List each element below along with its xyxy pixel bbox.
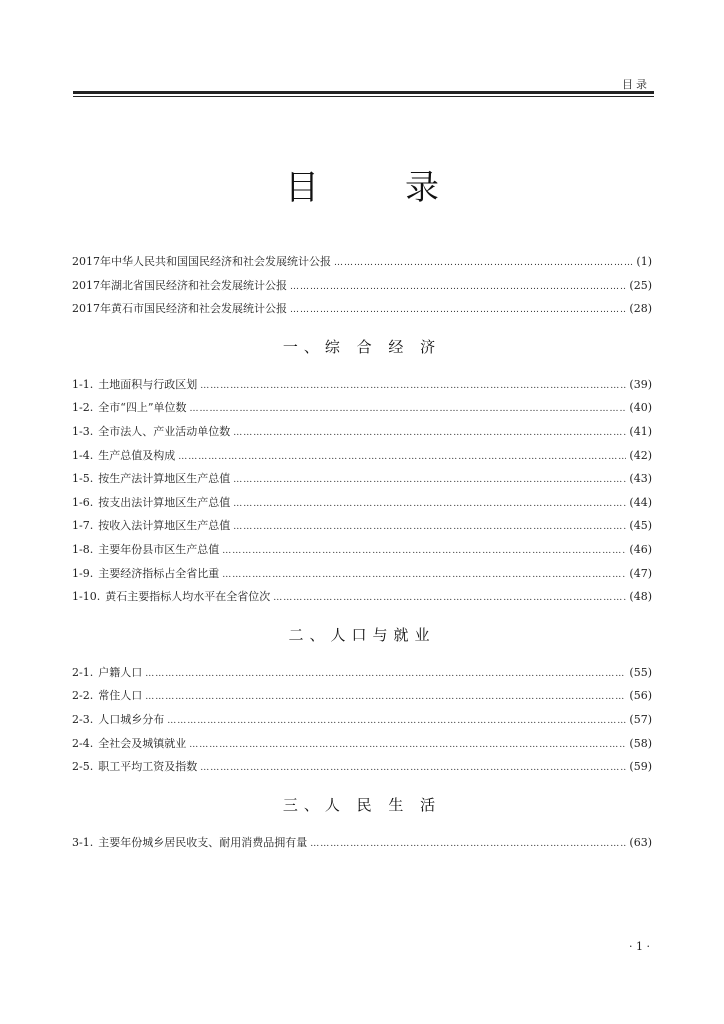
dot-leader — [334, 252, 633, 276]
section-heading: 二、人口与就业 — [288, 625, 436, 644]
toc-entry-label: 2017年中华人民共和国国民经济和社会发展统计公报 — [72, 255, 331, 268]
toc-entry-label: 土地面积与行政区划 — [98, 377, 198, 391]
toc-entry-label: 全市“四上”单位数 — [98, 401, 187, 415]
toc-entry-page: (46) — [629, 542, 652, 556]
header-rule-thick — [73, 91, 654, 94]
toc-entry[interactable] — [72, 708, 652, 732]
toc-entry-number: 1-6. — [72, 495, 94, 509]
toc-entry-page: (58) — [629, 736, 652, 750]
dot-leader — [189, 398, 626, 422]
dot-leader — [233, 469, 626, 493]
toc-entry-number: 1-2. — [72, 401, 94, 415]
toc-entry-number: 3-1. — [72, 835, 94, 849]
dot-leader — [178, 446, 626, 470]
toc-entry[interactable] — [72, 562, 652, 586]
toc-entry[interactable] — [72, 514, 652, 538]
toc-entry-label: 全市法人、产业活动单位数 — [98, 424, 231, 438]
toc-entry[interactable] — [72, 831, 652, 855]
dot-leader — [145, 686, 626, 710]
toc-entry[interactable] — [72, 444, 652, 468]
dot-leader — [273, 587, 626, 611]
toc-entry-label: 黄石主要指标人均水平在全省位次 — [105, 590, 271, 604]
toc-entry-label: 按支出法计算地区生产总值 — [98, 495, 231, 509]
section-list — [72, 661, 652, 779]
toc-entry-page: (44) — [629, 495, 652, 509]
toc-entry-page: (41) — [629, 424, 652, 438]
dot-leader — [233, 422, 626, 446]
toc-entry-page: (63) — [629, 835, 652, 849]
toc-entry-label: 职工平均工资及指数 — [98, 760, 198, 774]
toc-entry-page: (55) — [629, 665, 652, 679]
toc-entry-page: (57) — [629, 712, 652, 726]
toc-entry-number: 1-1. — [72, 377, 94, 391]
toc-entry-page: (28) — [629, 302, 652, 316]
toc-entry-page: (1) — [636, 255, 652, 268]
toc-entry[interactable] — [72, 250, 652, 274]
dot-leader — [310, 833, 626, 857]
dot-leader — [200, 375, 626, 399]
page-title: 目录 — [285, 168, 525, 208]
toc-entry-number: 1-9. — [72, 566, 94, 580]
toc-entry-page: (40) — [629, 401, 652, 415]
dot-leader — [222, 540, 626, 564]
toc-entry-number: 2-5. — [72, 760, 94, 774]
dot-leader — [290, 276, 626, 300]
toc-entry-label: 2017年湖北省国民经济和社会发展统计公报 — [72, 278, 287, 292]
toc-entry[interactable] — [72, 373, 652, 397]
toc-entry[interactable] — [72, 755, 652, 779]
section-list — [72, 373, 652, 609]
section-list — [72, 831, 652, 855]
header-rule-thin — [73, 96, 654, 97]
toc-entry-number: 1-4. — [72, 448, 94, 462]
dot-leader — [233, 516, 626, 540]
toc-entry-number: 2-1. — [72, 665, 94, 679]
toc-entry-label: 常住人口 — [98, 689, 143, 703]
dot-leader — [222, 564, 626, 588]
toc-entry[interactable] — [72, 420, 652, 444]
toc-entry-page: (42) — [629, 448, 652, 462]
toc-entry-label: 主要年份县市区生产总值 — [98, 542, 220, 556]
toc — [72, 250, 652, 854]
toc-entry[interactable] — [72, 585, 652, 609]
toc-entry-label: 按收入法计算地区生产总值 — [98, 519, 231, 533]
dot-leader — [233, 493, 626, 517]
section-heading: 一、综 合 经 济 — [282, 337, 442, 356]
toc-entry-number: 2-2. — [72, 689, 94, 703]
header-label: 目录 — [622, 78, 650, 91]
toc-entry[interactable] — [72, 396, 652, 420]
toc-entry[interactable] — [72, 274, 652, 298]
toc-entry[interactable] — [72, 491, 652, 515]
toc-entry-page: (48) — [629, 590, 652, 604]
toc-entry[interactable] — [72, 732, 652, 756]
toc-entry-number: 1-7. — [72, 519, 94, 533]
toc-entry-number: 2-4. — [72, 736, 94, 750]
page-number: · 1 · — [629, 940, 650, 953]
toc-entry-number: 1-5. — [72, 472, 94, 486]
toc-entry[interactable] — [72, 297, 652, 321]
toc-entry-page: (43) — [629, 472, 652, 486]
dot-leader — [145, 663, 626, 687]
toc-entry-label: 人口城乡分布 — [98, 712, 165, 726]
toc-entry-label: 主要经济指标占全省比重 — [98, 566, 220, 580]
toc-entry-number: 1-8. — [72, 542, 94, 556]
dot-leader — [189, 734, 626, 758]
toc-entry-page: (45) — [629, 519, 652, 533]
toc-entry-number: 1-3. — [72, 424, 94, 438]
toc-entry-label: 按生产法计算地区生产总值 — [98, 472, 231, 486]
toc-entry-number: 2-3. — [72, 712, 94, 726]
toc-entry[interactable] — [72, 467, 652, 491]
section-heading: 三、人 民 生 活 — [282, 795, 442, 814]
toc-entry-page: (47) — [629, 566, 652, 580]
toc-entry-label: 生产总值及构成 — [98, 448, 176, 462]
toc-entry[interactable] — [72, 684, 652, 708]
toc-entry-page: (25) — [629, 278, 652, 292]
toc-entry-label: 全社会及城镇就业 — [98, 736, 187, 750]
dot-leader — [200, 757, 626, 781]
dot-leader — [290, 299, 626, 323]
toc-entry-label: 户籍人口 — [98, 665, 143, 679]
toc-entry-page: (56) — [629, 689, 652, 703]
toc-entry-number: 1-10. — [72, 590, 101, 604]
toc-entry[interactable] — [72, 661, 652, 685]
toc-entry[interactable] — [72, 538, 652, 562]
toc-bulletins — [72, 250, 652, 321]
toc-entry-page: (59) — [629, 760, 652, 774]
toc-entry-label: 主要年份城乡居民收支、耐用消费品拥有量 — [98, 835, 308, 849]
dot-leader — [167, 710, 626, 734]
toc-entry-page: (39) — [629, 377, 652, 391]
toc-entry-label: 2017年黄石市国民经济和社会发展统计公报 — [72, 302, 287, 316]
